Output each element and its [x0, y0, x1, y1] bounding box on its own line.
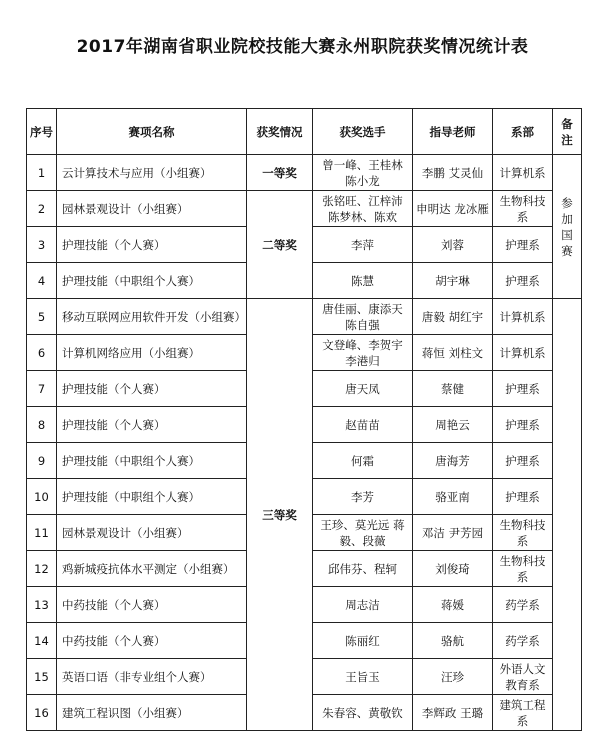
row-dept: 药学系: [493, 587, 553, 623]
row-no: 14: [27, 623, 57, 659]
row-event: 中药技能（个人赛）: [57, 623, 247, 659]
award-second: 二等奖: [247, 191, 313, 299]
header-award: 获奖情况: [247, 109, 313, 155]
row-winners: 邱伟芬、程轲: [313, 551, 413, 587]
header-dept: 系部: [493, 109, 553, 155]
row-teacher: 申明达 龙冰雁: [413, 191, 493, 227]
row-no: 13: [27, 587, 57, 623]
row-no: 10: [27, 479, 57, 515]
row-event: 建筑工程识图（小组赛）: [57, 695, 247, 731]
page-title: 2017年湖南省职业院校技能大赛永州职院获奖情况统计表: [76, 37, 529, 57]
row-no: 15: [27, 659, 57, 695]
row-winners: 陈慧: [313, 263, 413, 299]
row-winners: 唐佳丽、康添天 陈自强: [313, 299, 413, 335]
row-winners: 文登峰、李贺宇 李港归: [313, 335, 413, 371]
row-dept: 护理系: [493, 479, 553, 515]
row-teacher: 蔡健: [413, 371, 493, 407]
row-teacher: 刘蓉: [413, 227, 493, 263]
row-dept: 生物科技系: [493, 551, 553, 587]
row-event: 护理技能（中职组个人赛）: [57, 443, 247, 479]
row-winners: 王珍、莫光远 蒋毅、段薇: [313, 515, 413, 551]
row-dept: 外语人文教育系: [493, 659, 553, 695]
row-teacher: 刘俊琦: [413, 551, 493, 587]
row-event: 护理技能（个人赛）: [57, 227, 247, 263]
row-dept: 建筑工程系: [493, 695, 553, 731]
row-winners: 赵苗苗: [313, 407, 413, 443]
row-event: 护理技能（中职组个人赛）: [57, 479, 247, 515]
row-no: 5: [27, 299, 57, 335]
row-event: 计算机网络应用（小组赛）: [57, 335, 247, 371]
row-teacher: 骆亚南: [413, 479, 493, 515]
table-row: [27, 299, 582, 335]
row-teacher: 蒋媛: [413, 587, 493, 623]
row-event: 护理技能（个人赛）: [57, 407, 247, 443]
row-dept: 护理系: [493, 407, 553, 443]
row-event: 护理技能（个人赛）: [57, 371, 247, 407]
row-dept: 计算机系: [493, 299, 553, 335]
row-winners: 张铭旺、江梓沛 陈梦林、陈欢: [313, 191, 413, 227]
note-empty-cell: [553, 299, 582, 731]
row-no: 12: [27, 551, 57, 587]
row-dept: 护理系: [493, 371, 553, 407]
row-winners: 唐天凤: [313, 371, 413, 407]
header-note: 备注: [553, 109, 582, 155]
row-dept: 计算机系: [493, 155, 553, 191]
row-teacher: 唐海芳: [413, 443, 493, 479]
row-event: 云计算技术与应用（小组赛）: [57, 155, 247, 191]
row-no: 1: [27, 155, 57, 191]
header-winners: 获奖选手: [313, 109, 413, 155]
row-dept: 药学系: [493, 623, 553, 659]
row-teacher: 周艳云: [413, 407, 493, 443]
row-winners: 曾一峰、王桂林 陈小龙: [313, 155, 413, 191]
row-event: 鸡新城疫抗体水平测定（小组赛）: [57, 551, 247, 587]
award-first: 一等奖: [247, 155, 313, 191]
row-teacher: 胡宇琳: [413, 263, 493, 299]
row-winners: 王旨玉: [313, 659, 413, 695]
row-winners: 周志洁: [313, 587, 413, 623]
row-teacher: 邓洁 尹芳园: [413, 515, 493, 551]
row-teacher: 蒋恒 刘柱文: [413, 335, 493, 371]
header-teacher: 指导老师: [413, 109, 493, 155]
row-teacher: 骆航: [413, 623, 493, 659]
row-dept: 计算机系: [493, 335, 553, 371]
row-no: 7: [27, 371, 57, 407]
header-no: 序号: [27, 109, 57, 155]
row-winners: 李萍: [313, 227, 413, 263]
table-row: [27, 191, 582, 227]
row-no: 9: [27, 443, 57, 479]
row-teacher: 李辉政 王璐: [413, 695, 493, 731]
award-third: 三等奖: [247, 299, 313, 731]
row-event: 英语口语（非专业组个人赛）: [57, 659, 247, 695]
awards-table: [26, 108, 582, 731]
row-no: 8: [27, 407, 57, 443]
row-dept: 护理系: [493, 227, 553, 263]
row-dept: 生物科技系: [493, 515, 553, 551]
row-winners: 李芳: [313, 479, 413, 515]
row-no: 6: [27, 335, 57, 371]
table-header-row: [27, 109, 582, 155]
row-winners: 朱春容、黄敬钦: [313, 695, 413, 731]
row-teacher: 汪珍: [413, 659, 493, 695]
row-winners: 陈丽红: [313, 623, 413, 659]
header-event: 赛项名称: [57, 109, 247, 155]
row-no: 11: [27, 515, 57, 551]
row-no: 16: [27, 695, 57, 731]
row-event: 移动互联网应用软件开发（小组赛）: [57, 299, 247, 335]
row-winners: 何霜: [313, 443, 413, 479]
row-dept: 护理系: [493, 263, 553, 299]
row-event: 园林景观设计（小组赛）: [57, 191, 247, 227]
row-event: 中药技能（个人赛）: [57, 587, 247, 623]
row-no: 4: [27, 263, 57, 299]
row-no: 3: [27, 227, 57, 263]
row-event: 园林景观设计（小组赛）: [57, 515, 247, 551]
row-dept: 护理系: [493, 443, 553, 479]
row-teacher: 唐毅 胡红宇: [413, 299, 493, 335]
table-row: [27, 155, 582, 191]
row-teacher: 李鹏 艾灵仙: [413, 155, 493, 191]
row-dept: 生物科技系: [493, 191, 553, 227]
row-no: 2: [27, 191, 57, 227]
row-event: 护理技能（中职组个人赛）: [57, 263, 247, 299]
note-cell: 参加国赛: [553, 155, 582, 299]
